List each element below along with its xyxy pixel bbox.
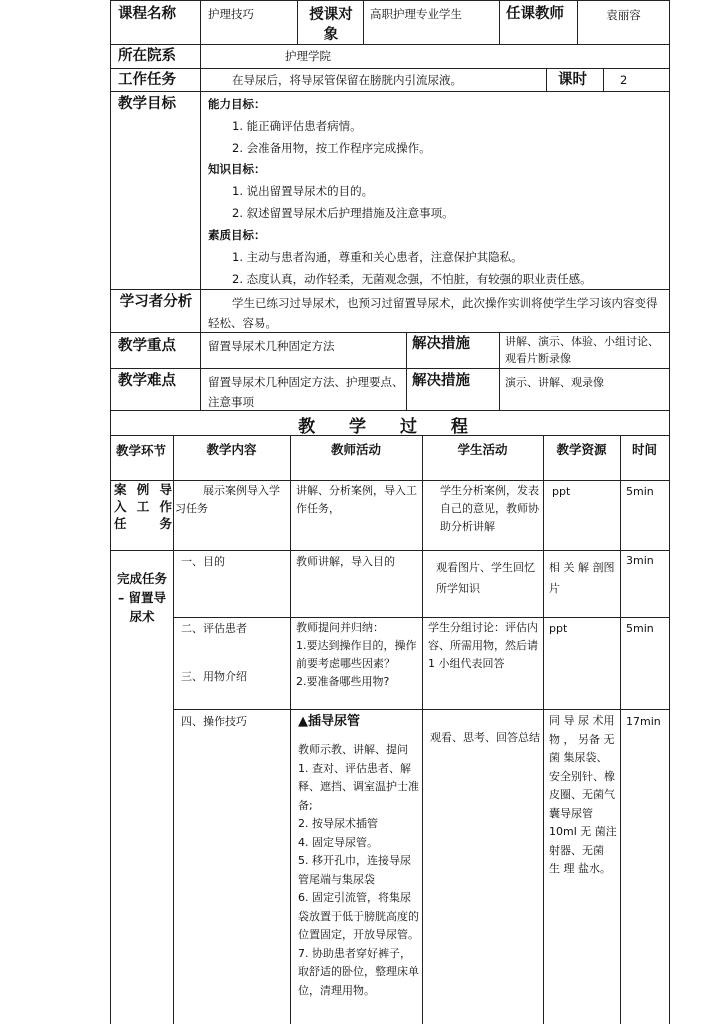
- rule: [110, 435, 111, 1024]
- rule: [290, 435, 291, 1024]
- rule: [363, 0, 364, 44]
- stage2-row2-content-supplies: 三、用物介绍: [181, 670, 247, 683]
- college-label: 所在院系: [118, 48, 176, 64]
- ability-item: 1. 能正确评估患者病情。: [232, 119, 362, 133]
- task-value: 在导尿后，将导尿管保留在膀胱内引流尿液。: [232, 73, 462, 87]
- difficulty-value: 留置导尿术几种固定方法、护理要点、注意事项: [208, 375, 404, 409]
- ability-title: 能力目标：: [208, 97, 266, 111]
- stage2-row1-student: 观看图片、学生回忆所学知识: [436, 561, 535, 595]
- rule: [110, 480, 670, 481]
- goals-label: 教学目标: [118, 96, 176, 112]
- task-label: 工作任务: [118, 72, 176, 88]
- stage2-name: 完成任务 – 留置导尿术: [116, 571, 167, 624]
- header-teacher: 教师活动: [330, 442, 381, 457]
- rule: [406, 332, 407, 410]
- stage2-row2-content-assess: 二、评估患者: [181, 622, 247, 635]
- rule: [110, 289, 670, 290]
- rule: [173, 435, 174, 1024]
- knowledge-title: 知识目标：: [208, 162, 266, 176]
- teacher-value: 袁丽容: [606, 8, 641, 22]
- stage2-row1-teacher: 教师讲解，导入目的: [296, 555, 395, 568]
- course-name-label: 课程名称: [118, 6, 176, 22]
- key-measure-label: 解决措施: [412, 336, 470, 352]
- quality-title: 素质目标：: [208, 228, 266, 242]
- stage1-name: 案 例 导 入 工 作 任务: [114, 482, 172, 531]
- stage2-row2-resource: ppt: [549, 622, 568, 635]
- hours-value: 2: [620, 73, 628, 87]
- difficulty-measure-label: 解决措施: [412, 373, 470, 389]
- stage2-row2-time: 5min: [626, 622, 654, 635]
- rule: [200, 0, 201, 410]
- stage2-row3-resource: 同 导 尿 术用 物 ， 另备 无 菌 集尿袋、安全别针、橡皮圈、无菌气囊导尿管10ml 无 菌注射器、无菌 生 理 盐水。: [549, 714, 617, 875]
- ability-item: 2. 会准备用物，按工作程序完成操作。: [232, 141, 431, 155]
- rule: [110, 368, 670, 369]
- learner-text: 学生已练习过导尿术，也预习过留置导尿术，此次操作实训将使学生学习该内容变得轻松、容易。: [208, 296, 658, 330]
- stage2-row2-teacher: 教师提问并归纳： 1.要达到操作目的，操作前要考虑哪些因素？ 2.要准备哪些用物?: [296, 621, 417, 688]
- course-name-value: 护理技巧: [208, 7, 254, 21]
- header-student: 学生活动: [457, 442, 508, 457]
- rule: [110, 550, 670, 551]
- stage2-row3-teacher-heading: ▲插导尿管: [298, 714, 360, 729]
- learner-label: 学习者分析: [119, 294, 193, 310]
- stage2-row1-content: 一、目的: [181, 555, 225, 568]
- header-content: 教学内容: [206, 442, 257, 457]
- stage2-row1-time: 3min: [626, 554, 654, 567]
- rule: [603, 68, 604, 91]
- rule: [620, 435, 621, 1024]
- rule: [110, 91, 670, 92]
- quality-item: 1. 主动与患者沟通，尊重和关心患者，注意保护其隐私。: [232, 250, 523, 264]
- stage1-teacher: 讲解、分析案例，导入工作任务，: [296, 484, 417, 515]
- difficulty-measure-value: 演示、讲解、观录像: [505, 376, 604, 389]
- stage1-student: 学生分析案例，发表自己的意见，教师协助分析讲解: [440, 484, 539, 533]
- key-point-value: 留置导尿术几种固定方法: [208, 339, 335, 353]
- stage2-row1-resource: 相 关 解 剖图片: [549, 561, 615, 595]
- stage2-row3-teacher: 教师示教、讲解、提问 1. 查对、评估患者、解释、遮挡、调室温护士准备; 2. 按导尿术插管 4. 固定导尿管。 5. 移开孔巾，连接导尿管尾端与集尿袋 6. 固定引流管，将集尿袋放置于低于膀胱高度的位置固定，开放导尿管。 7. 协助患者穿好裤子，取舒适的卧位，整理床单位，清理用物。: [298, 743, 419, 997]
- hours-label: 课时: [558, 72, 587, 88]
- rule: [499, 0, 500, 44]
- rule: [110, 44, 670, 45]
- difficulty-label: 教学难点: [118, 373, 176, 389]
- stage2-row3-student: 观看、思考、回答总结: [430, 731, 540, 744]
- rule: [543, 435, 544, 1024]
- rule: [110, 68, 670, 69]
- header-resource: 教学资源: [556, 442, 607, 457]
- rule: [499, 332, 500, 410]
- stage1-time: 5min: [626, 485, 654, 498]
- rule: [669, 0, 670, 1024]
- header-stage: 教学环节: [116, 443, 167, 458]
- key-point-label: 教学重点: [118, 338, 176, 354]
- stage1-resource: ppt: [552, 485, 571, 498]
- process-title: 教 学 过 程: [298, 417, 482, 437]
- header-time: 时间: [631, 442, 657, 457]
- teacher-label: 任课教师: [506, 6, 564, 22]
- knowledge-item: 2. 叙述留置导尿术后护理措施及注意事项。: [232, 206, 454, 220]
- stage1-content: 展示案例导入学习任务: [175, 484, 280, 515]
- college-value: 护理学院: [285, 49, 331, 63]
- rule: [297, 0, 298, 44]
- quality-item: 2. 态度认真，动作轻柔，无菌观念强，不怕脏，有较强的职业责任感。: [232, 272, 592, 286]
- rule: [110, 0, 111, 435]
- rule: [110, 0, 670, 1]
- rule: [546, 68, 547, 91]
- audience-value: 高职护理专业学生: [370, 7, 462, 21]
- stage2-row3-content: 四、操作技巧: [181, 715, 247, 728]
- stage2-row2-student: 学生分组讨论：评估内容、所需用物，然后请 1 小组代表回答: [428, 621, 538, 670]
- stage2-row3-time: 17min: [626, 715, 661, 728]
- key-measure-value: 讲解、演示、体验、小组讨论、观看片断录像: [505, 335, 659, 365]
- audience-label: 授课对象: [309, 7, 353, 43]
- rule: [422, 435, 423, 1024]
- knowledge-item: 1. 说出留置导尿术的目的。: [232, 184, 374, 198]
